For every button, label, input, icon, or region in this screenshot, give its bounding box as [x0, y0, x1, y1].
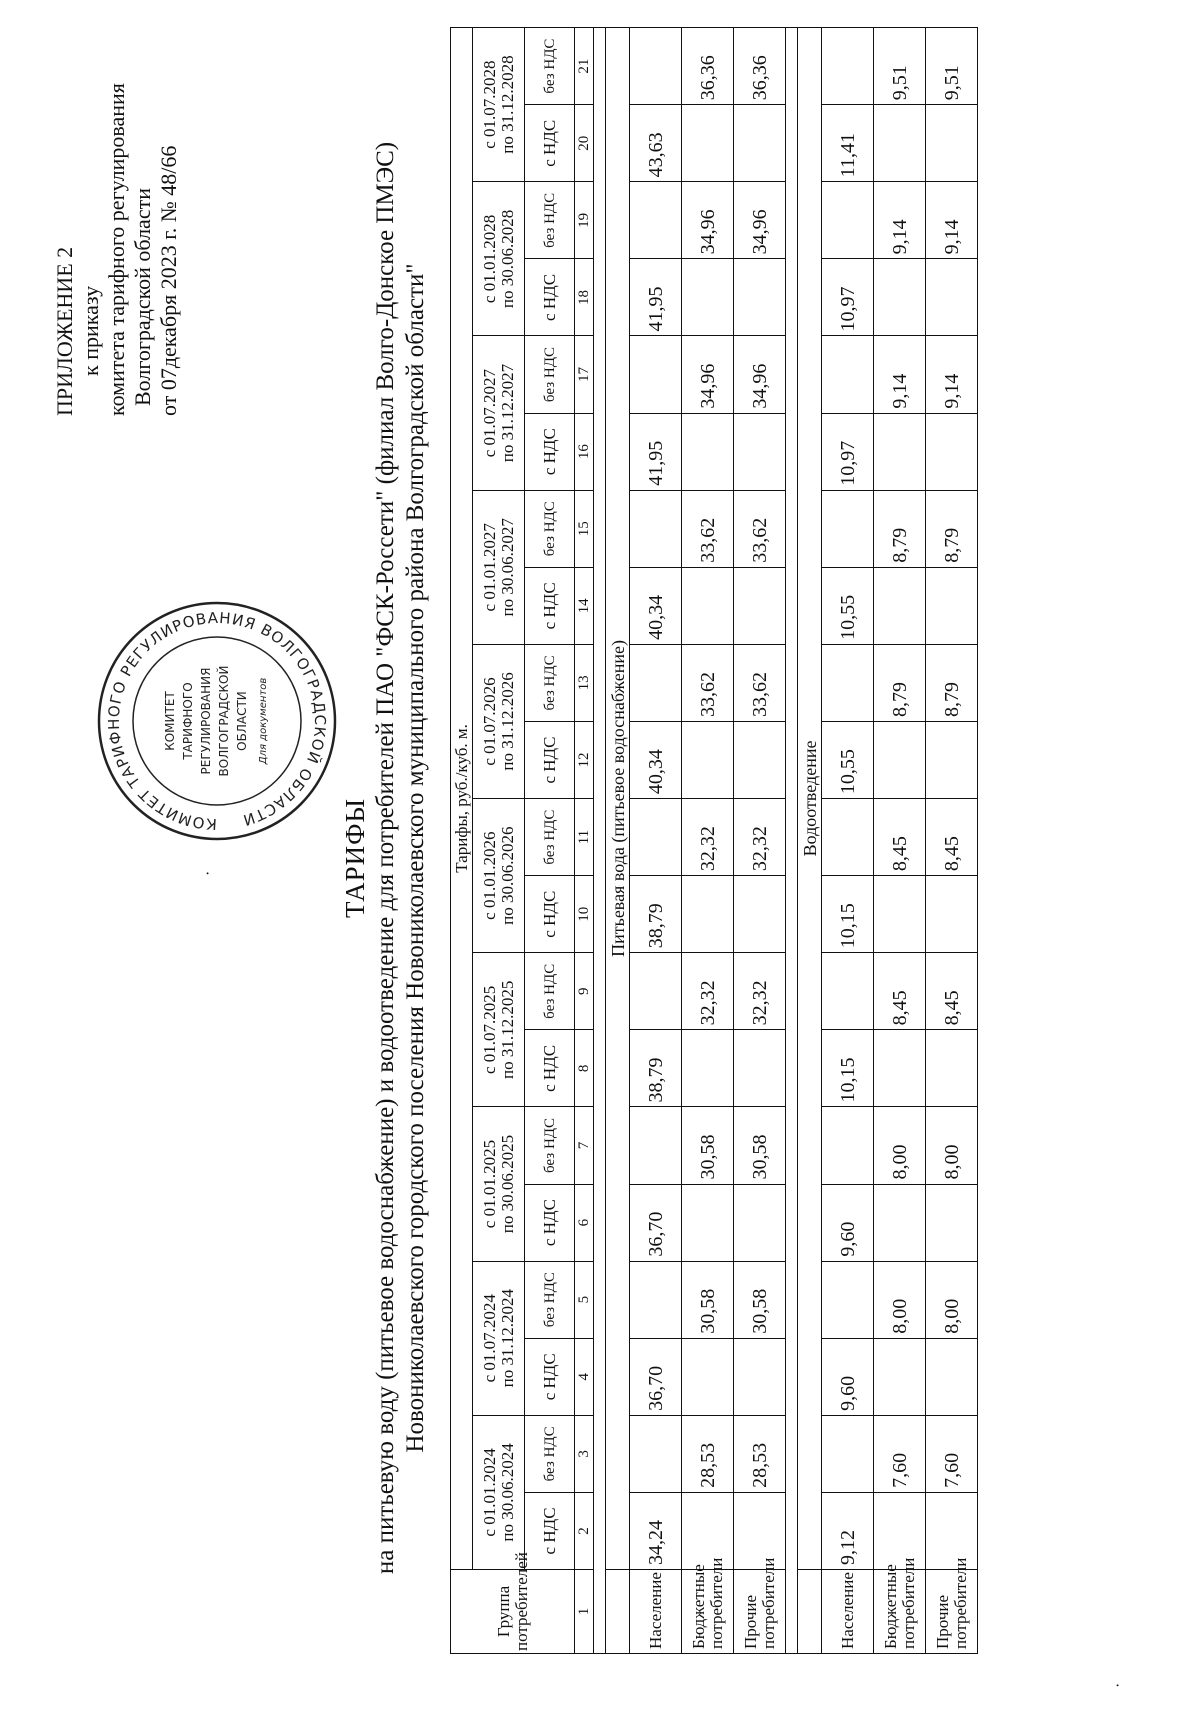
period-header-cell — [473, 799, 525, 953]
tariff-value-cell — [630, 27, 682, 104]
tariff-value-cell: 8,00 — [926, 1261, 978, 1338]
table-row — [822, 27, 874, 1653]
appendix-order-line: к приказу — [78, 285, 103, 376]
period-header-cell — [473, 182, 525, 336]
group-name-cell: Население — [822, 1570, 874, 1654]
tariff-value-cell — [822, 336, 874, 413]
tariff-value-cell — [630, 1261, 682, 1338]
tariff-value-cell: 41,95 — [630, 413, 682, 490]
column-number-cell: 8 — [575, 1030, 594, 1107]
column-number-cell: 20 — [575, 105, 594, 182]
tariff-value-cell — [630, 644, 682, 721]
tariff-value-cell: 34,96 — [682, 336, 734, 413]
group-name-cell: Прочие потребители — [926, 1570, 978, 1654]
tariff-value-cell: 10,55 — [822, 567, 874, 644]
tariff-value-cell: 9,60 — [822, 1338, 874, 1415]
tariff-value-cell — [682, 413, 734, 490]
column-number-cell: 18 — [575, 259, 594, 336]
tariff-value-cell — [822, 1261, 874, 1338]
table-row — [926, 27, 978, 1653]
tariff-value-cell — [874, 105, 926, 182]
tariff-value-cell: 30,58 — [734, 1261, 786, 1338]
tariff-value-cell — [822, 27, 874, 104]
tariff-value-cell — [630, 182, 682, 259]
tariff-value-cell: 43,63 — [630, 105, 682, 182]
column-number-cell: 13 — [575, 644, 594, 721]
tariff-value-cell: 8,45 — [874, 799, 926, 876]
tariff-value-cell: 36,36 — [682, 27, 734, 104]
tariff-value-cell — [682, 1338, 734, 1415]
period-to: по 30.06.2026 — [497, 826, 517, 925]
tariff-value-cell: 10,55 — [822, 721, 874, 798]
tariff-value-cell: 10,15 — [822, 1030, 874, 1107]
novat-header-cell: без НДС — [525, 182, 575, 259]
spacer-cell — [786, 27, 798, 1653]
section-empty-cell — [798, 1570, 822, 1654]
tariff-value-cell: 9,14 — [926, 336, 978, 413]
tariff-value-cell: 9,14 — [874, 336, 926, 413]
vat-header-cell: с НДС — [525, 105, 575, 182]
tariff-value-cell: 9,14 — [874, 182, 926, 259]
spacer-cell — [594, 27, 606, 1653]
tariff-value-cell — [874, 413, 926, 490]
tariffs-header-cell: Тарифы, руб./куб. м. — [451, 27, 473, 1569]
novat-header-cell: без НДС — [525, 336, 575, 413]
tariff-value-cell — [874, 876, 926, 953]
tariff-value-cell: 8,79 — [926, 644, 978, 721]
period-from: с 01.01.2028 — [479, 214, 499, 304]
period-to: по 31.12.2027 — [497, 363, 517, 463]
tariff-value-cell — [926, 1338, 978, 1415]
vat-header-cell: с НДС — [525, 567, 575, 644]
period-from: с 01.07.2025 — [479, 985, 499, 1074]
novat-header-cell: без НДС — [525, 953, 575, 1030]
vat-header-cell: с НДС — [525, 1030, 575, 1107]
stamp-line: КОМИТЕТ — [163, 691, 177, 751]
tariff-value-cell: 11,41 — [822, 105, 874, 182]
period-from: с 01.01.2026 — [479, 831, 499, 920]
tariff-value-cell — [734, 1338, 786, 1415]
tariff-value-cell — [682, 1184, 734, 1261]
tariff-value-cell — [734, 259, 786, 336]
tariffs-table — [450, 27, 978, 1654]
novat-header-cell: без НДС — [525, 1415, 575, 1492]
section-row — [798, 27, 822, 1653]
column-number-cell: 4 — [575, 1338, 594, 1415]
tariff-value-cell: 41,95 — [630, 259, 682, 336]
tariff-value-cell — [822, 1415, 874, 1492]
period-to: по 30.06.2027 — [497, 518, 517, 617]
tariff-value-cell: 7,60 — [874, 1415, 926, 1492]
tariff-value-cell — [630, 1415, 682, 1492]
tariff-value-cell: 34,96 — [734, 182, 786, 259]
column-number-cell: 14 — [575, 567, 594, 644]
tariff-value-cell: 33,62 — [734, 490, 786, 567]
tariff-value-cell — [734, 721, 786, 798]
tariff-value-cell — [630, 336, 682, 413]
tariff-value-cell: 8,00 — [874, 1107, 926, 1184]
tariff-value-cell: 38,79 — [630, 1030, 682, 1107]
section-title-cell: Питьевая вода (питьевое водоснабжение) — [606, 27, 630, 1569]
column-number-cell: 16 — [575, 413, 594, 490]
spacer-row — [786, 27, 798, 1653]
tariff-value-cell — [926, 876, 978, 953]
column-number-cell: 2 — [575, 1492, 594, 1569]
tariff-value-cell — [734, 105, 786, 182]
novat-header-cell: без НДС — [525, 644, 575, 721]
tariff-value-cell: 40,34 — [630, 721, 682, 798]
stamp-inner-text — [163, 666, 269, 777]
tariff-value-cell: 32,32 — [682, 953, 734, 1030]
tariff-value-cell: 10,97 — [822, 413, 874, 490]
tariff-value-cell: 30,58 — [682, 1261, 734, 1338]
stamp-line: Для документов — [258, 677, 269, 765]
tariff-value-cell: 8,79 — [874, 490, 926, 567]
vat-header-cell: с НДС — [525, 876, 575, 953]
column-number-cell: 11 — [575, 799, 594, 876]
period-header-cell — [473, 1415, 525, 1569]
tariff-value-cell: 8,45 — [874, 953, 926, 1030]
column-number-cell: 9 — [575, 953, 594, 1030]
column-number-cell: 5 — [575, 1261, 594, 1338]
table-row — [874, 27, 926, 1653]
period-header-cell — [473, 1261, 525, 1415]
tariff-value-cell — [926, 413, 978, 490]
tariff-value-cell: 33,62 — [682, 490, 734, 567]
group-header-cell: Группа потребителей — [451, 1570, 575, 1654]
tariff-value-cell — [874, 1338, 926, 1415]
document-title: ТАРИФЫ — [340, 797, 370, 919]
official-seal-stamp — [92, 596, 342, 846]
period-to: по 31.12.2024 — [497, 1289, 517, 1388]
tariff-value-cell: 36,70 — [630, 1184, 682, 1261]
tariff-value-cell — [926, 259, 978, 336]
tariff-value-cell — [926, 1184, 978, 1261]
table-row — [682, 27, 734, 1653]
column-number-cell: 17 — [575, 336, 594, 413]
tariff-value-cell — [822, 182, 874, 259]
tariff-value-cell — [926, 1030, 978, 1107]
column-number-cell: 6 — [575, 1184, 594, 1261]
tariff-value-cell: 8,00 — [874, 1261, 926, 1338]
vat-header-cell: с НДС — [525, 1338, 575, 1415]
tariff-value-cell: 36,36 — [734, 27, 786, 104]
period-to: по 30.06.2028 — [497, 209, 517, 309]
tariff-value-cell: 36,70 — [630, 1338, 682, 1415]
period-from: с 01.01.2024 — [479, 1448, 499, 1537]
tariff-value-cell — [630, 1107, 682, 1184]
period-to: по 31.12.2028 — [497, 55, 517, 154]
tariff-value-cell — [630, 953, 682, 1030]
tariff-value-cell — [734, 1184, 786, 1261]
column-number-cell: 10 — [575, 876, 594, 953]
group-name-cell: Население — [630, 1570, 682, 1654]
tariff-value-cell: 38,79 — [630, 876, 682, 953]
vat-header-cell: с НДС — [525, 259, 575, 336]
column-number-cell: 3 — [575, 1415, 594, 1492]
novat-header-cell: без НДС — [525, 27, 575, 104]
tariff-value-cell: 9,60 — [822, 1184, 874, 1261]
novat-header-cell: без НДС — [525, 1261, 575, 1338]
tariff-value-cell — [682, 721, 734, 798]
period-to: по 31.12.2026 — [497, 672, 517, 771]
document-subtitle-locality: Новониколаевского городского поселения Новониколаевского муниципального района Волгоградской области" — [402, 263, 429, 1453]
tariff-value-cell: 8,79 — [874, 644, 926, 721]
tariff-value-cell: 40,34 — [630, 567, 682, 644]
section-row — [606, 27, 630, 1653]
tariff-value-cell: 8,79 — [926, 490, 978, 567]
tariff-value-cell — [734, 567, 786, 644]
novat-header-cell: без НДС — [525, 490, 575, 567]
tariff-value-cell — [822, 799, 874, 876]
tariff-value-cell — [822, 490, 874, 567]
appendix-label: ПРИЛОЖЕНИЕ 2 — [52, 246, 77, 416]
tariff-value-cell — [926, 105, 978, 182]
tariff-value-cell — [630, 490, 682, 567]
period-to: по 30.06.2024 — [497, 1443, 517, 1542]
period-header-cell — [473, 1107, 525, 1261]
group-name-cell: Бюджетные потребители — [874, 1570, 926, 1654]
period-header-cell — [473, 490, 525, 644]
tariff-value-cell — [874, 1030, 926, 1107]
tariff-value-cell — [682, 1030, 734, 1107]
appendix-region-line: Волгоградской области — [130, 188, 155, 406]
period-from: с 01.07.2024 — [479, 1294, 499, 1383]
tariff-value-cell: 8,45 — [926, 799, 978, 876]
tariff-value-cell — [682, 259, 734, 336]
tariff-value-cell — [682, 876, 734, 953]
column-number-cell: 1 — [575, 1570, 594, 1654]
tariff-value-cell: 33,62 — [734, 644, 786, 721]
section-title-cell: Водоотведение — [798, 27, 822, 1569]
stamp-ring-text: КОМИТЕТ ТАРИФНОГО РЕГУЛИРОВАНИЯ ВОЛГОГРАДСКОЙ ОБЛАСТИ — [104, 608, 330, 834]
stamp-line: РЕГУЛИРОВАНИЯ — [199, 667, 213, 775]
tariff-value-cell: 9,14 — [926, 182, 978, 259]
period-from: с 01.07.2026 — [479, 677, 499, 766]
vat-header-cell: с НДС — [525, 1184, 575, 1261]
tariff-value-cell: 32,32 — [734, 953, 786, 1030]
tariff-value-cell — [682, 567, 734, 644]
period-row — [473, 27, 525, 1653]
tariff-value-cell: 8,00 — [926, 1107, 978, 1184]
column-number-cell: 15 — [575, 490, 594, 567]
table-row — [734, 27, 786, 1653]
novat-header-cell: без НДС — [525, 799, 575, 876]
scan-speck: · — [1110, 1682, 1127, 1688]
period-header-cell — [473, 27, 525, 181]
tariff-value-cell — [734, 1030, 786, 1107]
tariff-value-cell: 32,32 — [734, 799, 786, 876]
column-number-cell: 12 — [575, 721, 594, 798]
tariff-value-cell — [630, 799, 682, 876]
tariff-value-cell — [926, 567, 978, 644]
column-number-cell: 21 — [575, 27, 594, 104]
spacer-row — [594, 27, 606, 1653]
appendix-committee-line: комитета тарифного регулирования — [104, 83, 129, 416]
appendix-block — [52, 36, 182, 416]
tariff-value-cell: 33,62 — [682, 644, 734, 721]
tariff-value-cell: 28,53 — [682, 1415, 734, 1492]
column-number-cell: 19 — [575, 182, 594, 259]
period-header-cell — [473, 644, 525, 798]
period-header-cell — [473, 953, 525, 1107]
tariff-value-cell — [874, 1184, 926, 1261]
tariff-value-cell — [734, 876, 786, 953]
period-from: с 01.07.2027 — [479, 368, 499, 458]
section-empty-cell — [606, 1570, 630, 1654]
tariff-value-cell: 32,32 — [682, 799, 734, 876]
novat-header-cell: без НДС — [525, 1107, 575, 1184]
header-row — [451, 27, 473, 1653]
stamp-line: ВОЛГОГРАДСКОЙ — [217, 665, 231, 777]
vat-header-cell: с НДС — [525, 721, 575, 798]
tariff-value-cell — [926, 721, 978, 798]
tariff-value-cell — [874, 567, 926, 644]
period-from: с 01.01.2025 — [479, 1139, 499, 1229]
stamp-line: ОБЛАСТИ — [235, 691, 249, 751]
tariff-value-cell: 9,51 — [926, 27, 978, 104]
period-from: с 01.01.2027 — [479, 523, 499, 612]
vat-row — [525, 27, 575, 1653]
document-subtitle: на питьевую воду (питьевое водоснабжение) и водоотведение для потребителей ПАО "ФСК-Россети" (филиал Волго-Донское ПМЭС) — [372, 141, 399, 1575]
tariff-value-cell: 7,60 — [926, 1415, 978, 1492]
tariff-value-cell: 8,45 — [926, 953, 978, 1030]
tariff-value-cell: 10,15 — [822, 876, 874, 953]
tariff-value-cell — [822, 953, 874, 1030]
tariff-value-cell: 34,24 — [630, 1492, 682, 1569]
tariff-value-cell — [682, 105, 734, 182]
tariff-value-cell — [874, 721, 926, 798]
tariff-value-cell — [874, 259, 926, 336]
tariff-value-cell: 30,58 — [734, 1107, 786, 1184]
vat-header-cell: с НДС — [525, 413, 575, 490]
period-header-cell — [473, 336, 525, 490]
table-row — [630, 27, 682, 1653]
tariff-value-cell: 28,53 — [734, 1415, 786, 1492]
scan-speck: · — [200, 870, 217, 876]
tariff-value-cell: 34,96 — [734, 336, 786, 413]
tariff-value-cell: 30,58 — [682, 1107, 734, 1184]
tariff-value-cell: 10,97 — [822, 259, 874, 336]
column-number-row — [575, 27, 594, 1653]
tariff-value-cell: 9,12 — [822, 1492, 874, 1569]
group-name-cell: Прочие потребители — [734, 1570, 786, 1654]
tariff-value-cell — [822, 1107, 874, 1184]
period-to: по 31.12.2025 — [497, 980, 517, 1080]
period-from: с 01.07.2028 — [479, 60, 499, 149]
tariff-value-cell — [822, 644, 874, 721]
period-to: по 30.06.2025 — [497, 1134, 517, 1234]
vat-header-cell: с НДС — [525, 1492, 575, 1569]
tariff-value-cell — [734, 413, 786, 490]
column-number-cell: 7 — [575, 1107, 594, 1184]
group-name-cell: Бюджетные потребители — [682, 1570, 734, 1654]
stamp-line: ТАРИФНОГО — [181, 682, 195, 760]
tariff-value-cell: 34,96 — [682, 182, 734, 259]
tariff-value-cell: 9,51 — [874, 27, 926, 104]
appendix-date-line: от 07декабря 2023 г. № 48/66 — [156, 145, 181, 416]
